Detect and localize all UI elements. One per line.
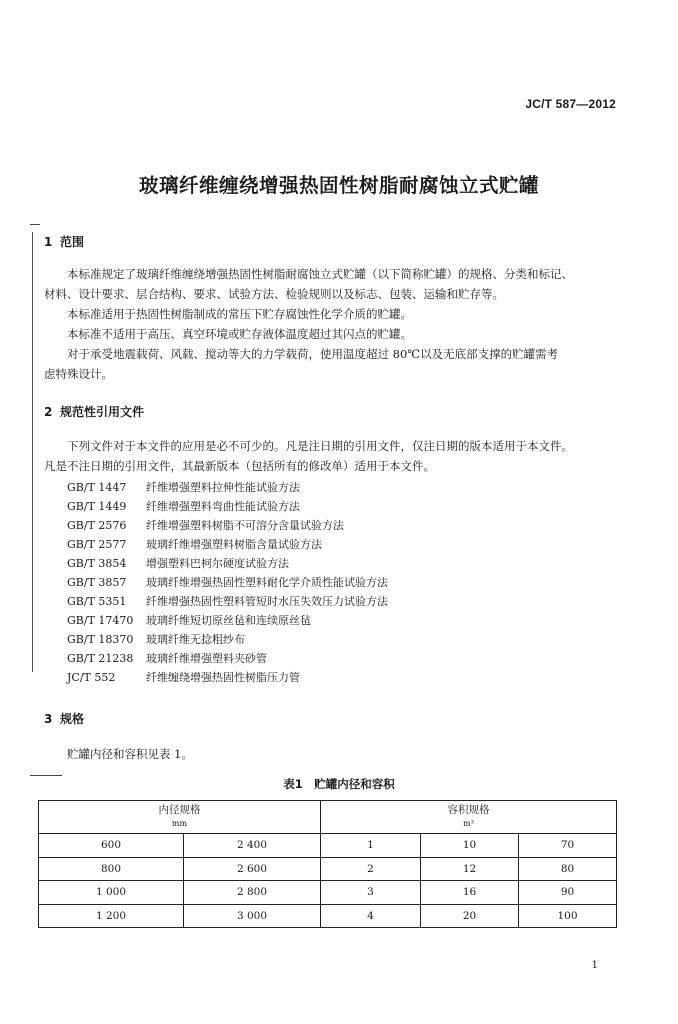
paragraph: 下列文件对于本文件的应用是必不可少的。凡是注日期的引用文件，仅注日期的版本适用于本文件。 <box>67 439 573 453</box>
table-cell: 10 <box>421 834 519 858</box>
page-number: 1 <box>591 960 598 971</box>
table-cell: 70 <box>519 834 617 858</box>
reference-title: 玻璃纤维无捻粗纱布 <box>146 633 245 646</box>
reference-code: GB/T 1447 <box>67 481 127 494</box>
header-unit: m³ <box>463 819 474 828</box>
reference-item <box>67 555 388 574</box>
table-cell: 4 <box>321 904 421 928</box>
reference-item <box>67 479 388 498</box>
margin-dash <box>30 224 40 225</box>
reference-code: GB/T 17470 <box>67 614 134 627</box>
reference-title: 增强塑料巴柯尔硬度试验方法 <box>146 557 289 570</box>
reference-item <box>67 517 388 536</box>
reference-code: GB/T 3857 <box>67 576 127 589</box>
reference-title: 玻璃纤维增强热固性塑料耐化学介质性能试验方法 <box>146 576 388 589</box>
table-cell: 80 <box>519 857 617 881</box>
header-label: 容积规格 <box>447 804 490 816</box>
reference-item <box>67 650 388 669</box>
reference-title: 纤维缠绕增强热固性树脂压力管 <box>146 671 300 684</box>
section-number: 3 <box>44 712 53 726</box>
section-2-heading <box>44 403 144 420</box>
reference-title: 纤维增强热固性塑料管短时水压失效压力试验方法 <box>146 595 388 608</box>
table-cell: 2 600 <box>184 857 321 881</box>
table-cell: 600 <box>39 834 184 858</box>
table-cell: 1 <box>321 834 421 858</box>
reference-list <box>67 479 388 688</box>
table-cell: 90 <box>519 881 617 905</box>
paragraph: 本标准适用于热固性树脂制成的常压下贮存腐蚀性化学介质的贮罐。 <box>67 307 412 321</box>
reference-code: GB/T 5351 <box>67 595 127 608</box>
header-label: 内径规格 <box>158 804 201 816</box>
table-row <box>39 881 617 905</box>
section-title: 规范性引用文件 <box>60 405 145 419</box>
reference-code: GB/T 18370 <box>67 633 134 646</box>
table-cell: 2 800 <box>184 881 321 905</box>
table-cell: 16 <box>421 881 519 905</box>
table-cell: 2 <box>321 857 421 881</box>
table-cell: 1 000 <box>39 881 184 905</box>
reference-code: GB/T 21238 <box>67 652 134 665</box>
table-cell: 20 <box>421 904 519 928</box>
reference-item <box>67 574 388 593</box>
reference-item <box>67 612 388 631</box>
margin-line <box>32 232 33 672</box>
reference-item <box>67 631 388 650</box>
paragraph-continuation: 凡是不注日期的引用文件，其最新版本（包括所有的修改单）适用于本文件。 <box>44 459 435 473</box>
table-row <box>39 834 617 858</box>
table-cell: 800 <box>39 857 184 881</box>
reference-title: 纤维增强塑料树脂不可溶分含量试验方法 <box>146 519 344 532</box>
reference-code: GB/T 3854 <box>67 557 127 570</box>
table-cell: 3 <box>321 881 421 905</box>
reference-code: GB/T 2577 <box>67 538 127 551</box>
reference-item <box>67 669 388 688</box>
header-inner-diameter <box>39 801 321 834</box>
reference-code: GB/T 2576 <box>67 519 127 532</box>
section-title: 规格 <box>60 712 85 726</box>
reference-item <box>67 536 388 555</box>
section-1-heading <box>44 233 84 250</box>
section-number: 1 <box>44 235 53 249</box>
reference-title: 纤维增强塑料拉伸性能试验方法 <box>146 481 300 494</box>
capacity-table <box>38 800 617 928</box>
table-cell: 100 <box>519 904 617 928</box>
paragraph-continuation: 虑特殊设计。 <box>44 367 113 381</box>
reference-code: JC/T 552 <box>67 671 116 684</box>
table-row <box>39 857 617 881</box>
table-cell: 3 000 <box>184 904 321 928</box>
paragraph: 本标准不适用于高压、真空环境或贮存液体温度超过其闪点的贮罐。 <box>67 327 412 341</box>
section-3-heading <box>44 710 84 727</box>
table-cell: 2 400 <box>184 834 321 858</box>
header-volume <box>321 801 617 834</box>
table-cell: 1 200 <box>39 904 184 928</box>
reference-item <box>67 498 388 517</box>
table-row <box>39 904 617 928</box>
table-header-row <box>39 801 617 834</box>
reference-title: 纤维增强塑料弯曲性能试验方法 <box>146 500 300 513</box>
section-title: 范围 <box>60 235 85 249</box>
reference-item <box>67 593 388 612</box>
document-title: 玻璃纤维缠绕增强热固性树脂耐腐蚀立式贮罐 <box>138 174 539 197</box>
reference-code: GB/T 1449 <box>67 500 127 513</box>
table-caption: 表1 贮罐内径和容积 <box>283 777 395 791</box>
section-number: 2 <box>44 405 53 419</box>
paragraph: 本标准规定了玻璃纤维缠绕增强热固性树脂耐腐蚀立式贮罐（以下简称贮罐）的规格、分类和标记、 <box>67 267 573 281</box>
standard-code: JC/T 587—2012 <box>525 97 616 111</box>
reference-title: 玻璃纤维增强塑料夹砂管 <box>146 652 267 665</box>
reference-title: 玻璃纤维短切原丝毡和连续原丝毡 <box>146 614 311 627</box>
paragraph: 对于承受地震载荷、风载、搅动等大的力学载荷，使用温度超过 80℃以及无底部支撑的贮罐需考 <box>67 347 559 361</box>
header-unit: mm <box>171 819 188 828</box>
paragraph-continuation: 材料、设计要求、层合结构、要求、试验方法、检验规则以及标志、包装、运输和贮存等。 <box>44 287 504 301</box>
paragraph: 贮罐内径和容积见表 1。 <box>67 747 193 761</box>
table-cell: 12 <box>421 857 519 881</box>
reference-title: 玻璃纤维增强塑料树脂含量试验方法 <box>146 538 322 551</box>
